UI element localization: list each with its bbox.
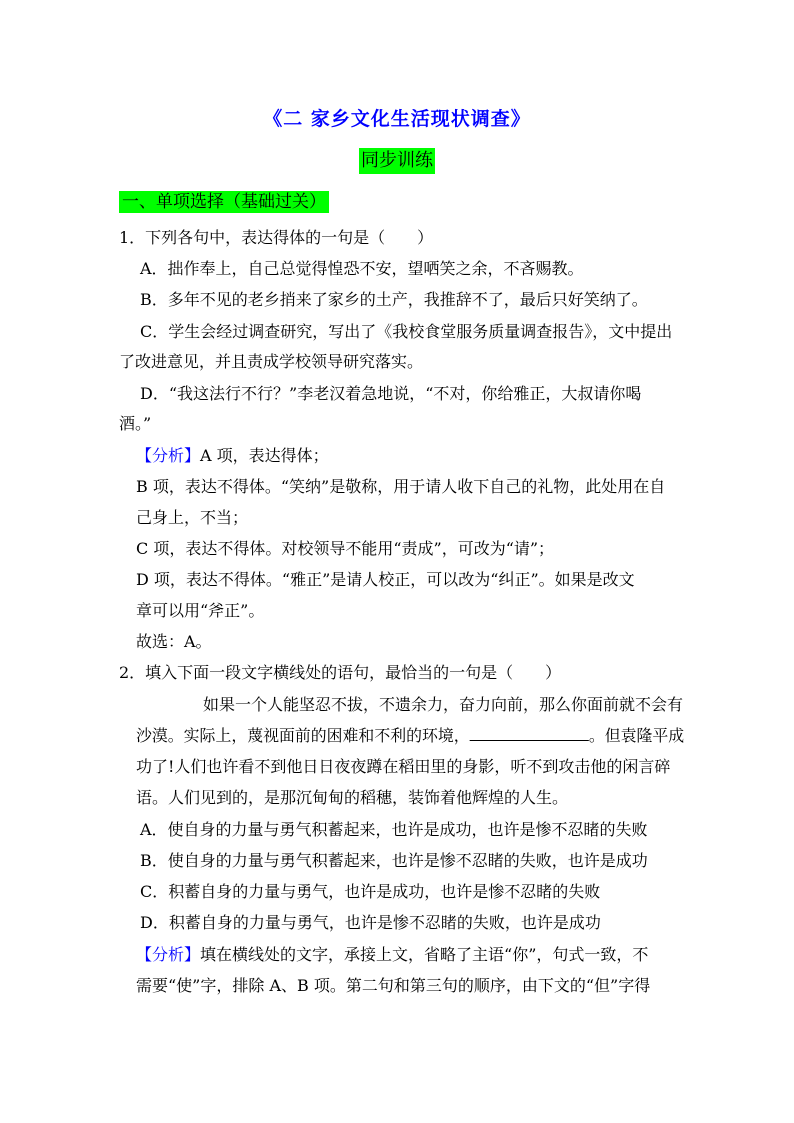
q2-passage-line3: 功了!人们也许看不到他日日夜夜蹲在稻田里的身影，听不到攻击他的闲言碎 (136, 757, 671, 776)
q1-option-c-line2: 了改进意见，并且责成学校领导研究落实。 (119, 352, 424, 371)
q1-stem: 1．下列各句中，表达得体的一句是（ ） (119, 228, 434, 247)
q1-analysis-line6: 章可以用“斧正”。 (136, 601, 265, 620)
q2-passage-line2a: 沙漠。实际上，蔑视面前的困难和不利的环境， (136, 726, 470, 745)
q2-analysis-line2: 需要“使”字，排除 A、B 项。第二句和第三句的顺序，由下文的“但”字得 (136, 976, 651, 995)
q2-passage-line4: 语。人们见到的，是那沉甸甸的稻穗，装饰着他辉煌的人生。 (136, 788, 569, 807)
q2-passage-line2 (136, 726, 684, 746)
q1-option-c-line1: C．学生会经过调查研究，写出了《我校食堂服务质量调查报告》，文中提出 (140, 322, 673, 341)
q2-stem: 2．填入下面一段文字横线处的语句，最恰当的一句是（ ） (119, 663, 562, 682)
document-subtitle: 同步训练 (359, 148, 435, 174)
q1-analysis-line5: D 项，表达不得体。“雅正”是请人校正，可以改为“纠正”。如果是改文 (136, 570, 635, 589)
q2-option-c: C．积蓄自身的力量与勇气，也许是成功，也许是惨不忍睹的失败 (140, 882, 601, 901)
q1-analysis-line1 (136, 446, 329, 466)
q1-option-d-line2: 酒。” (119, 414, 152, 433)
q1-option-d-line1: D．“我这法行不行？”李老汉着急地说，“不对，你给雅正，大叔请你喝 (140, 384, 642, 403)
document-title: 《二 家乡文化生活现状调查》 (263, 108, 531, 130)
q2-option-a: A．使自身的力量与勇气积蓄起来，也许是成功，也许是惨不忍睹的失败 (140, 820, 648, 839)
q2-analysis-text1: 填在横线处的文字，承接上文，省略了主语“你”，句式一致，不 (200, 945, 649, 964)
q2-passage-line1: 如果一个人能坚忍不拔，不遗余力，奋力向前，那么你面前就不会有 (203, 695, 684, 714)
q1-analysis-line4: C 项，表达不得体。对校领导不能用“责成”，可改为“请”； (136, 539, 555, 558)
q2-passage-line2b: 。但袁隆平成 (588, 726, 685, 745)
q2-option-d: D．积蓄自身的力量与勇气，也许是惨不忍睹的失败，也许是成功 (140, 913, 601, 932)
q2-answer-blank (470, 726, 589, 741)
subtitle-wrap (0, 148, 794, 174)
q2-option-b: B．使自身的力量与勇气积蓄起来，也许是惨不忍睹的失败，也许是成功 (140, 851, 648, 870)
q1-analysis-tag: 【分析】 (136, 446, 201, 465)
q1-answer: 故选：A。 (136, 632, 212, 651)
q1-option-b: B．多年不见的老乡捎来了家乡的土产，我推辞不了，最后只好笑纳了。 (140, 290, 648, 309)
q2-analysis-line1 (136, 945, 648, 965)
q1-analysis-text1: A 项，表达得体； (200, 446, 329, 465)
q1-analysis-line2: B 项，表达不得体。“笑纳”是敬称，用于请人收下自己的礼物，此处用在自 (136, 477, 666, 496)
q1-option-a: A．拙作奉上，自己总觉得惶恐不安，望哂笑之余，不吝赐教。 (140, 259, 584, 278)
section-heading: 一、单项选择（基础过关） (119, 191, 329, 213)
q2-analysis-tag: 【分析】 (136, 945, 201, 964)
q1-analysis-line3: 己身上，不当； (136, 508, 249, 527)
